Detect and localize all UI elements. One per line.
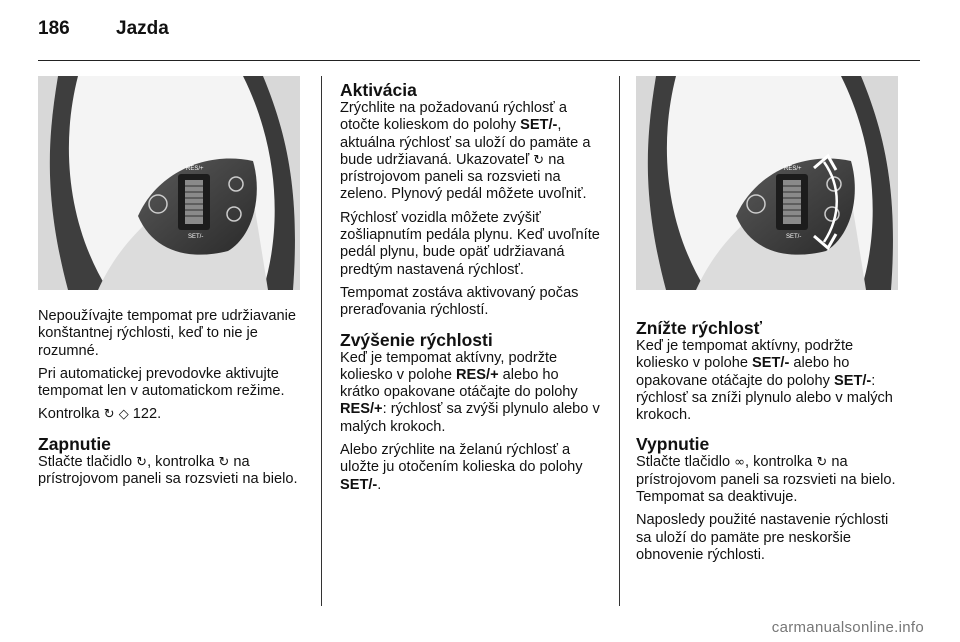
reference-arrow-icon: ◇	[118, 407, 129, 423]
heading-zvysenie: Zvýšenie rýchlosti	[340, 329, 493, 350]
column-3	[636, 76, 898, 570]
paragraph: Zrýchlite na požadovanú rýchlosť a otočte kolieskom do polohy SET/-, aktuálna rýchlosť sa uloží do pamäte a bude udržiavaná. Ukazovateľ ↻ na prístrojovom paneli sa rozsvieti na zeleno. Plynový pedál môžete uvoľniť.	[340, 100, 591, 203]
watermark: carmanualsonline.info	[771, 619, 924, 636]
paragraph: Naposledy použité nastavenie rýchlosti sa uloží do pamäte pre neskoršie obnovenie rýchlosti.	[636, 512, 889, 563]
paragraph: Stlačte tlačidlo ∞, kontrolka ↻ na prístrojovom paneli sa rozsvieti na bielo. Tempomat sa deaktivuje.	[636, 454, 896, 506]
page-number: 186	[38, 18, 70, 39]
heading-zapnutie: Zapnutie	[38, 433, 111, 454]
cruise-control-icon: ↻	[533, 152, 545, 168]
paragraph: Pri automatickej prevodovke aktivujte tempomat len v automatickom režime.	[38, 365, 285, 400]
paragraph: Rýchlosť vozidla môžete zvýšiť zošliapnutím pedála plynu. Keď uvoľníte pedál plynu, bude opäť udržiavaná predtým nastavená rýchlosť.	[340, 209, 600, 278]
column-divider-1	[321, 76, 322, 606]
cruise-control-icon: ↻	[136, 454, 148, 470]
heading-vypnutie: Vypnutie	[636, 434, 710, 455]
header-rule	[38, 60, 920, 61]
column-1	[38, 76, 300, 494]
section-title: Jazda	[116, 18, 169, 39]
paragraph: Keď je tempomat aktívny, podržte koliesko v polohe SET/- alebo ho opakovane otáčajte do polohy SET/-: rýchlosť sa zníži plynulo alebo v malých krokoch.	[636, 338, 893, 424]
figure-label-set: SET/-	[786, 234, 802, 240]
figure-label-res: RES/+	[186, 166, 204, 172]
cruise-control-icon: ↻	[218, 454, 230, 470]
paragraph: Kontrolka ↻ ◇ 122.	[38, 406, 162, 423]
heading-znizte: Znížte rýchlosť	[636, 318, 763, 338]
column-divider-2	[619, 76, 620, 606]
cruise-off-icon: ∞	[734, 455, 745, 471]
steering-wheel-figure-2	[636, 76, 898, 290]
column-2	[340, 76, 602, 500]
paragraph: Stlačte tlačidlo ↻, kontrolka ↻ na prístrojovom paneli sa rozsvieti na bielo.	[38, 453, 298, 488]
paragraph: Tempomat zostáva aktivovaný počas preraďovania rýchlostí.	[340, 284, 579, 319]
heading-aktivacia: Aktivácia	[340, 80, 417, 100]
page-header	[38, 18, 169, 48]
cruise-control-icon: ↻	[103, 407, 115, 423]
figure-label-res: RES/+	[784, 166, 802, 172]
paragraph: Keď je tempomat aktívny, podržte koliesko v polohe RES/+ alebo ho krátko opakovane otáčajte do polohy RES/+: rýchlosť sa zvýši plynulo alebo v malých krokoch.	[340, 349, 600, 435]
figure-label-set: SET/-	[188, 234, 204, 240]
paragraph: Nepoužívajte tempomat pre udržiavanie konštantnej rýchlosti, keď to nie je rozumné.	[38, 308, 296, 359]
steering-wheel-figure-1	[38, 76, 300, 290]
cruise-control-icon: ↻	[816, 455, 828, 471]
paragraph: Alebo zrýchlite na želanú rýchlosť a uložte ju otočením kolieska do polohy SET/-.	[340, 442, 583, 493]
